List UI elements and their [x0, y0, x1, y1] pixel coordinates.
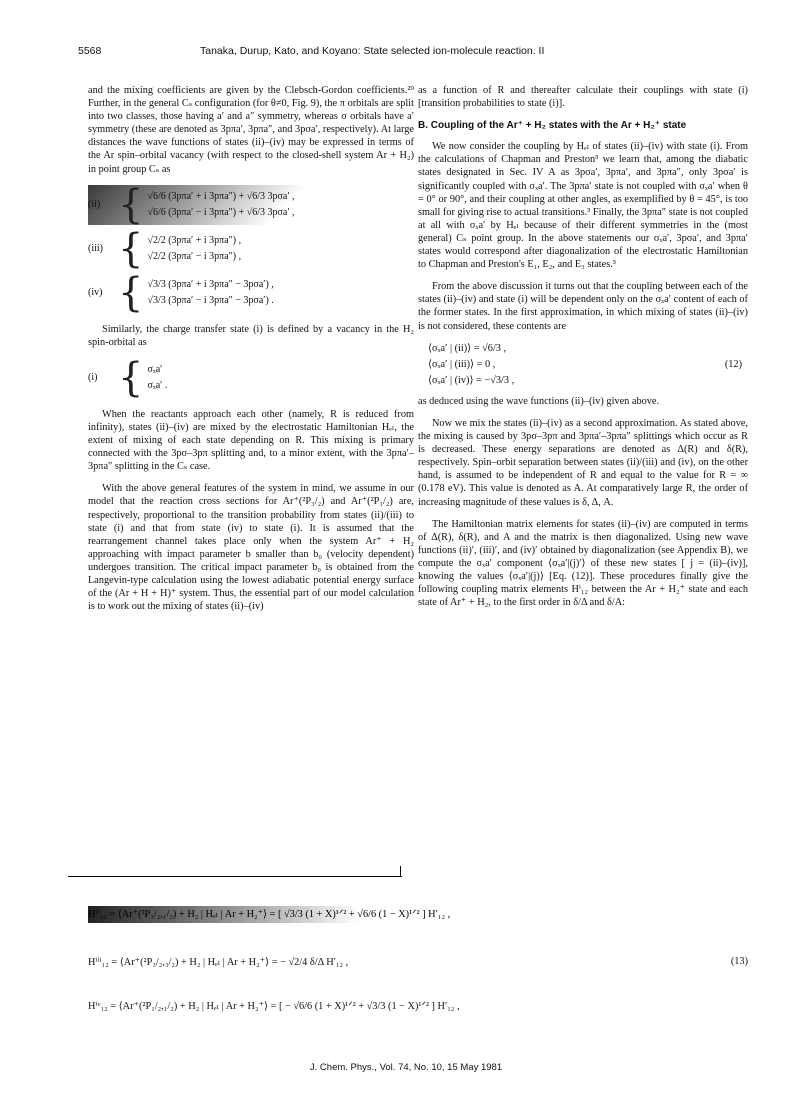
paragraph: With the above general features of the system in mind, we assume in our model that the reaction cross sections for Ar⁺(²P₃/₂) and Ar⁺(²P₁/₂) are, respectively, proportional to the transition probability from states (ii)/(iii) to state (i) and that from state (iv) to state (i). It is assumed that the rearrangement channel takes place only when the system Ar⁺ + H₂ approaching with impact parameter b smaller than b₀ (velocity dependent) undergoes transition. The critical impact parameter b₀ is obtained from the Langevin-type calculation using the lowest adiabatic potential energy surface of the (Ar + H + H)⁺ system. Thus, the essential part of our model calculation is to work out the mixing of states (ii)–(iv): [88, 483, 414, 613]
equation-number: (13): [730, 956, 748, 967]
equation-label: (ii): [88, 198, 101, 210]
paragraph: Similarly, the charge transfer state (i) is defined by a vacancy in the H₂ spin-orbital as: [88, 323, 414, 348]
equation-group-iv: [88, 269, 414, 316]
equation-label: (iii): [88, 242, 103, 254]
paragraph: as a function of R and thereafter calculate their couplings with state (i) [transition probabilities to state (i)].: [418, 85, 748, 110]
equation-group-iii: [88, 225, 414, 272]
paragraph: Now we mix the states (ii)–(iv) as a second approximation. As stated above, the mixing is caused by 3pσ–3pπ and 3pπa′–3pπa″ splittings which occur as R is decreased. These energy separations are denoted as Δ(R) and δ(R), respectively. Spin–orbit separation between states (ii)/(iii) and (iv), on the other hand, is assumed to be independent of R and equal to the value for R = ∞ (0.178 eV). This value is denoted as A. At comparatively large R, the order of increasing magnitude of these values is δ, Δ, A.: [418, 417, 748, 508]
equation-13-line-3: [88, 1000, 748, 1012]
equation-group-ii: [88, 181, 414, 228]
paragraph: The Hamiltonian matrix elements for states (ii)–(iv) are computed in terms of Δ(R), δ(R), and A and the matrix is then diagonalized. Using new wave functions (ii)′, (iii)′, and (iv)′ obtained by diagonalization (see Appendix B), we compute the σₓa′ component ⟨σₓa′|(j)′⟩ of these new states [ j = (ii)–(iv)], knowing the values ⟨σₓa′|(j)⟩ [Eq. (12)]. These procedures finally give the following coupling matrix elements Hⁱ₁₂ between the Ar + H₂⁺ state and each state of Ar⁺ + H₂, to the first order in δ/Δ and δ/A:: [418, 518, 748, 609]
equation-line: ⟨σₓa′ | (iii)⟩ = 0 ,: [428, 358, 496, 370]
running-title: Tanaka, Durup, Kato, and Koyano: State selected ion-molecule reaction. II: [200, 45, 545, 57]
right-column: [418, 84, 748, 618]
brace-icon: {: [118, 181, 144, 228]
equation-line: √6/6 (3pπa′ + i 3pπa″) + √6/3 3pσa′ ,: [147, 190, 295, 202]
equation-block-states: [88, 181, 414, 316]
equation-line: √2/2 (3pπa′ + i 3pπa″) ,: [147, 234, 242, 246]
equation-line: σₓa′: [147, 363, 163, 375]
section-heading: B. Coupling of the Ar⁺ + H₂ states with the Ar + H₂⁺ state: [418, 120, 687, 132]
journal-footer: J. Chem. Phys., Vol. 74, No. 10, 15 May 1981: [309, 1062, 503, 1073]
equation-number: (12): [724, 358, 742, 370]
separator-rule: [68, 876, 402, 877]
equation-13-line-1: [88, 908, 748, 920]
equation-line: √3/3 (3pπa′ + i 3pπa″ − 3pσa′) ,: [147, 278, 274, 290]
equation-13-line-2: [88, 956, 748, 968]
paragraph: and the mixing coefficients are given by the Clebsch-Gordon coefficients.²⁹ Further, in the general Cₛ configuration (for θ≠0, Fig. 9), the π orbitals are split into two classes, those having a′ and a″ symmetry, whereas σ orbitals have a′ symmetry (these are denoted as 3pπa′, 3pπa″, and 3pσa′, respectively). At large distances the wave functions of states (ii)–(iv) may be expressed in terms of the Ar spin–orbital vacancy (with respect to the closed-shell system Ar + H₂) in point group Cₛ as: [88, 85, 414, 175]
paragraph: as deduced using the wave functions (ii)–(iv) given above.: [418, 395, 660, 407]
equation-line: Hⁱᵛ₁₂ = ⟨Ar⁺(²P₁/₂,₁/₂) + H₂ | Hₑₗ | Ar + H₂⁺⟩ = [ − √6/6 (1 + X)¹ᐟ² + √3/3 (1 − X)¹ᐟ² ] H′₁₂ ,: [88, 1001, 460, 1012]
equation-line: ⟨σₓa′ | (ii)⟩ = √6/3 ,: [428, 342, 507, 354]
equation-line: σₓa′ .: [147, 379, 168, 391]
paragraph: When the reactants approach each other (namely, R is reduced from infinity), states (ii)–(iv) are mixed by the electrostatic Hamiltonian Hₑₗ, the extent of mixing of each state depending on R. This mixing is primary connected with the 3pσ–3pπ splitting and, to a minor extent, with the 3pπa′–3pπa″ splitting in the Cₛ case.: [88, 408, 414, 473]
equation-line: √6/6 (3pπa′ − i 3pπa″) + √6/3 3pσa′ ,: [147, 206, 295, 218]
brace-icon: {: [118, 354, 144, 401]
paragraph: From the above discussion it turns out that the coupling between each of the states (ii)–(iv) and state (i) will be dependent only on the σₓa′ content of each of the former states. In the first approximation, in which mixing of states (ii)–(iv) is not considered, these contents are: [418, 281, 748, 332]
brace-icon: {: [118, 225, 144, 272]
equation-line: Hⁱⁱ₁₂ = ⟨Ar⁺(²P₃/₂,₁/₂) + H₂ | Hₑₗ | Ar + H₂⁺⟩ = [ √3/3 (1 + X)¹ᐟ² + √6/6 (1 − X)¹ᐟ² ] H′₁₂ ,: [88, 906, 450, 923]
brace-icon: {: [118, 269, 144, 316]
equation-line: √3/3 (3pπa′ − i 3pπa″ − 3pσa′) .: [147, 294, 274, 306]
equation-line: ⟨σₓa′ | (iv)⟩ = −√3/3 ,: [428, 374, 515, 386]
equation-label: (i): [88, 371, 98, 383]
equation-group-i: [88, 354, 414, 401]
equation-label: (iv): [88, 286, 103, 298]
equation-12: [418, 342, 748, 387]
separator-tick: [400, 866, 401, 876]
equation-block-state-i: [88, 354, 414, 401]
equation-line: Hⁱⁱⁱ₁₂ = ⟨Ar⁺(²P₃/₂,₃/₂) + H₂ | Hₑₗ | Ar + H₂⁺⟩ = − √2/4 δ/Δ H′₁₂ ,: [88, 957, 349, 968]
paragraph: We now consider the coupling by Hₑₗ of states (ii)–(iv) with state (i). From the calculations of Chapman and Preston³ we learn that, among the diabatic states designated in Sec. IV A as 3pσa′, 3pπa′, and 3pπa″, only 3pσa′ is significantly coupled with σₓa′. The 3pπa′ state is not coupled with σₓa′ when θ = 0° or 90°, and their coupling at other angles, as exemplified by θ = 45°, is too small for giving rise to actual transitions.³ Finally, the 3pπa″ state is not coupled at all with σₓa′ by Hₑₗ because of their different symmetries in the (most general) Cₛ point group. In the above statements our σₓa′, 3pσa′, and 3pπa′ states would correspond after diagonalization of the electrostatic Hamiltonian to Chapman and Preston's E₁, E₂, and E₃ states.³: [418, 141, 748, 271]
page-number: 5568: [78, 45, 102, 57]
left-column: [88, 84, 414, 622]
equation-line: √2/2 (3pπa′ − i 3pπa″) ,: [147, 250, 242, 262]
